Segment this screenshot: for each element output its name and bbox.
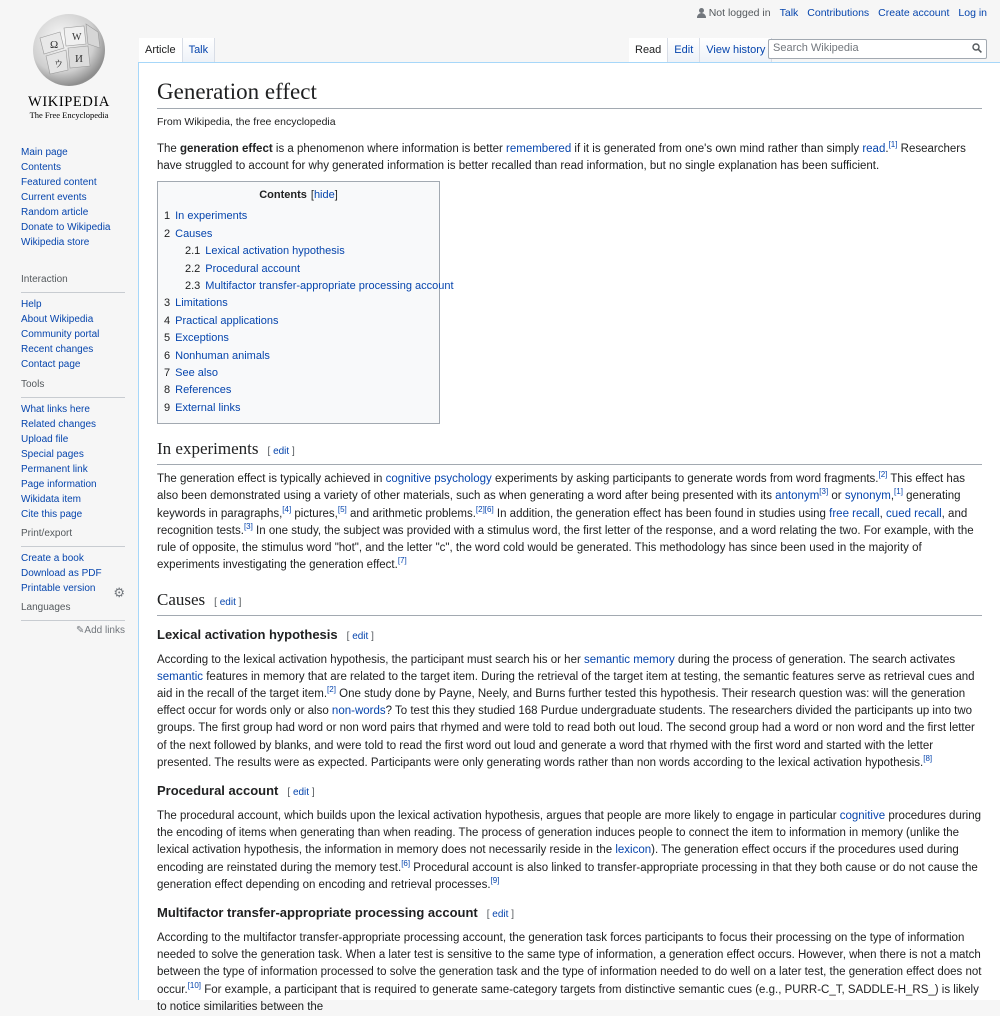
toc-link[interactable]: In experiments [175, 210, 248, 223]
toc-item[interactable] [164, 330, 433, 347]
experiments-paragraph: The generation effect is typically achieved in cognitive psychology experiments by asking participants to generate words from word fragments.[2] This effect has also been demonstrated using a variety of other materials, such as when generating a word after being presented with its antonym[3] or synonym,[1] generating keywords in paragraphs,[4] pictures,[5] and arithmetic problems.[2][6] In addition, the generation effect has been found in studies using free recall, cued recall, and recognition tests.[3] In one study, the subject was provided with a stimulus word, the first letter of the response, and a word relating the two. For example, with the rule of opposite, the stimulus word "hot", and the letter "c", the word cold would be generated. This methodology has since been used in the majority of experiments investigating the generation effect.[7] [157, 470, 974, 572]
toc-number: 5 [164, 332, 171, 345]
tools-portal [21, 366, 125, 522]
sidebar-item-page-information[interactable]: Page information [21, 479, 97, 490]
edit-section-link[interactable]: edit [273, 446, 290, 458]
toc-link[interactable]: See also [175, 367, 218, 380]
toc-number: 1 [164, 210, 171, 223]
sidebar-item-cite-this-page[interactable]: Cite this page [21, 509, 83, 520]
cognitive-psychology-link[interactable]: cognitive psychology [385, 473, 492, 486]
toc-hide-link[interactable]: hide [313, 189, 335, 202]
sidebar-item-featured-content[interactable]: Featured content [21, 177, 97, 188]
search-input[interactable] [768, 39, 987, 59]
toc-number: 8 [164, 384, 171, 397]
interaction-list [21, 297, 125, 372]
toc-title: Contents [hide] [259, 189, 338, 202]
toc-item[interactable] [164, 382, 433, 399]
section-heading-lexical-activation: Lexical activation hypothesis [ edit ] [157, 626, 374, 642]
navigation-list [21, 145, 125, 250]
toc-item[interactable] [164, 313, 433, 330]
view-tabs [629, 38, 772, 62]
sidebar-item-community-portal[interactable]: Community portal [21, 329, 100, 340]
svg-text:Ω: Ω [50, 39, 59, 51]
lexicon-link[interactable]: lexicon [615, 844, 652, 857]
sidebar-item-help[interactable]: Help [21, 299, 42, 310]
cognitive-link[interactable]: cognitive [839, 809, 886, 822]
toc-link[interactable]: Causes [175, 227, 213, 240]
gear-icon[interactable]: ⚙ [113, 585, 125, 600]
toc-number: 7 [164, 367, 171, 380]
antonym-link[interactable]: antonym [775, 490, 820, 503]
cued-recall-link[interactable]: cued recall [886, 507, 942, 520]
sidebar-item-main-page[interactable]: Main page [21, 147, 68, 158]
toc-number: 2 [164, 227, 171, 240]
sidebar-item-what-links-here[interactable]: What links here [21, 404, 90, 415]
edit-section-link[interactable]: edit [219, 596, 236, 608]
sidebar [0, 0, 138, 1000]
wikipedia-logo[interactable] [20, 10, 118, 122]
user-icon [697, 8, 706, 18]
languages-heading: Languages [21, 599, 125, 621]
toc-link[interactable]: Nonhuman animals [175, 349, 270, 362]
toc-link[interactable]: Multifactor transfer-appropriate processing account [205, 280, 454, 293]
section-heading-causes: Causes [ edit ] [157, 589, 982, 616]
semantic-link[interactable]: semantic [157, 670, 204, 683]
page-title: Generation effect [157, 77, 982, 109]
toc-item[interactable] [164, 208, 433, 225]
sidebar-item-donate-to-wikipedia[interactable]: Donate to Wikipedia [21, 222, 111, 233]
non-words-link[interactable]: non-words [331, 705, 386, 718]
lexical-paragraph: According to the lexical activation hypothesis, the participant must search his or her semantic memory during the process of generation. The search activates semantic features in memory that are related to the target item. During the retrieval of the target item at testing, the semantic features serve as retrieval cues and aid in the recall of the target item.[2] One study done by Payne, Neely, and Burns further tested this hypothesis. Their research question was: will the generation effect occur for words only or also non-words? To test this they studied 168 Purdue undergraduate students. The researchers divided the participants up into two groups. The first group had word or non word pairs that rhymed and were told to read both out loud. The second group had a word or non word and the first letter of the next followed by blanks, and were told to read the first word out loud and generate a word that rhymed with the first word and started with the letter presented. The results were as expected. Participants were only generating words rather than non words according to the lexical activation hypothesis.[8] [157, 653, 975, 769]
tools-list [21, 402, 125, 522]
semantic-memory-link[interactable]: semantic memory [584, 653, 675, 666]
sidebar-item-permanent-link[interactable]: Permanent link [21, 464, 88, 475]
sidebar-item-special-pages[interactable]: Special pages [21, 449, 84, 460]
toc-item[interactable] [164, 226, 433, 243]
create-account-link[interactable]: Create account [878, 7, 950, 19]
edit-section-link[interactable]: edit [292, 786, 310, 798]
sidebar-item-create-a-book[interactable]: Create a book [21, 553, 84, 564]
procedural-paragraph: The procedural account, which builds upon the lexical activation hypothesis, argues that people are more likely to engage in particular cognitive procedures during the encoding of items when generating than when reading. The process of generation induces people to connect the item to information in memory (unlike the lexical activation hypothesis, the information in memory does not necessarily reside in the lexicon). The generation effect occurs if the procedures used during encoding are reinstated during the memory test.[6] Procedural account is also linked to transfer-appropriate processing in that they both cause or do not cause the generation effect depending on encoding and retrieval processes.[9] [157, 809, 982, 891]
site-subtitle: From Wikipedia, the free encyclopedia [157, 116, 336, 128]
ref-1[interactable]: [1] [888, 140, 898, 150]
toc-number: 9 [164, 401, 171, 414]
toc-link[interactable]: Lexical activation hypothesis [205, 245, 345, 258]
toc-number: 2.2 [185, 262, 201, 275]
sidebar-item-wikidata-item[interactable]: Wikidata item [21, 494, 82, 505]
toc-link[interactable]: External links [175, 401, 241, 414]
toc-link[interactable]: Exceptions [175, 332, 229, 345]
intro-paragraph: The generation effect is a phenomenon where information is better remembered if it is generated from one's own mind rather than simply read.[1] Researchers have struggled to account for why generated information is better recalled than read information, but no single explanation has been sufficient. [157, 140, 966, 173]
toc-item[interactable] [164, 365, 433, 382]
toc-link[interactable]: Procedural account [205, 262, 301, 275]
toc-link[interactable]: References [175, 384, 232, 397]
logo-tagline: The Free Encyclopedia [29, 110, 109, 120]
wikipedia-globe-icon [20, 10, 118, 122]
toc-item[interactable] [164, 243, 433, 260]
sidebar-item-wikipedia-store[interactable]: Wikipedia store [21, 237, 90, 248]
section-heading-in-experiments: In experiments [ edit ] [157, 438, 982, 465]
svg-text:И: И [75, 53, 83, 65]
svg-text:W: W [72, 32, 82, 43]
synonym-link[interactable]: synonym [844, 490, 891, 503]
tab-article[interactable]: Article [139, 38, 183, 62]
toc-item[interactable] [164, 348, 433, 365]
svg-text:ウ: ウ [54, 59, 64, 69]
toc-item[interactable] [164, 400, 433, 417]
edit-section-link[interactable]: edit [352, 630, 369, 642]
sidebar-item-recent-changes[interactable]: Recent changes [21, 344, 94, 355]
remembered-link[interactable]: remembered [506, 143, 572, 155]
interaction-heading: Interaction [21, 271, 125, 293]
search-icon[interactable] [972, 43, 982, 53]
sidebar-item-random-article[interactable]: Random article [21, 207, 89, 218]
add-links-label: Add links [84, 625, 125, 636]
free-recall-link[interactable]: free recall [829, 507, 880, 520]
article-content [138, 62, 1000, 1013]
sidebar-item-download-as-pdf[interactable]: Download as PDF [21, 568, 102, 579]
toc-link[interactable]: Practical applications [175, 314, 279, 327]
not-logged-in-label: Not logged in [708, 7, 771, 19]
tab-edit[interactable]: Edit [668, 38, 700, 62]
personal-tools [697, 7, 987, 19]
edit-section-link[interactable]: edit [492, 908, 509, 920]
toc-number: 4 [164, 314, 171, 327]
namespace-tabs [139, 38, 215, 62]
toc-number: 2.1 [185, 245, 201, 258]
search-placeholder: Search Wikipedia [773, 42, 859, 54]
tab-read[interactable]: Read [629, 38, 668, 62]
sidebar-item-contact-page[interactable]: Contact page [21, 359, 81, 370]
pencil-icon: ✎ [76, 625, 85, 636]
sidebar-item-upload-file[interactable]: Upload file [21, 434, 69, 445]
toc-number: 2.3 [185, 280, 201, 293]
read-link[interactable]: read [862, 143, 886, 155]
sidebar-item-printable-version[interactable]: Printable version [21, 583, 96, 594]
section-heading-procedural-account: Procedural account [ edit ] [157, 782, 315, 798]
print-portal [21, 515, 125, 596]
navigation-portal [21, 145, 125, 250]
not-logged-in [697, 7, 771, 19]
section-heading-multifactor: Multifactor transfer-appropriate processing account [ edit ] [157, 904, 514, 920]
tools-heading: Tools [21, 376, 125, 398]
sidebar-item-about-wikipedia[interactable]: About Wikipedia [21, 314, 94, 325]
toc-item[interactable] [164, 261, 433, 278]
sidebar-item-contents[interactable]: Contents [21, 162, 62, 173]
log-in-link[interactable]: Log in [958, 7, 987, 19]
sidebar-item-current-events[interactable]: Current events [21, 192, 87, 203]
talk-link[interactable]: Talk [779, 7, 799, 19]
table-of-contents [157, 181, 454, 424]
toc-number: 3 [164, 297, 171, 310]
interaction-portal [21, 261, 125, 372]
multifactor-paragraph: According to the multifactor transfer-appropriate processing account, the generation task forces participants to focus their processing on the type of information needed to solve the generation task. When a later test is sensitive to the same type of information, a generation effect occurs. However, when there is not a match between the type of information processed to solve the generation task and the type of information needed to do well on a later test, the generation effect does not occur.[10] For example, a participant that is required to generate same-category targets from distinctive semantic cues (e.g., PURR-C_T, SADDLE-H_RS_) is likely to notice similarities between the [157, 931, 982, 1013]
sidebar-item-related-changes[interactable]: Related changes [21, 419, 97, 430]
logo-wordmark: WIKIPEDIA [28, 94, 110, 110]
toc-item[interactable] [164, 278, 454, 295]
toc-number: 6 [164, 349, 171, 362]
tab-view-history[interactable]: View history [700, 38, 772, 62]
print-heading: Print/export [21, 525, 125, 547]
toc-list [164, 208, 454, 417]
contributions-link[interactable]: Contributions [807, 7, 870, 19]
toc-item[interactable] [164, 295, 433, 312]
add-links-link[interactable] [21, 625, 125, 636]
toc-link[interactable]: Limitations [175, 297, 228, 310]
tab-talk[interactable]: Talk [183, 38, 216, 62]
